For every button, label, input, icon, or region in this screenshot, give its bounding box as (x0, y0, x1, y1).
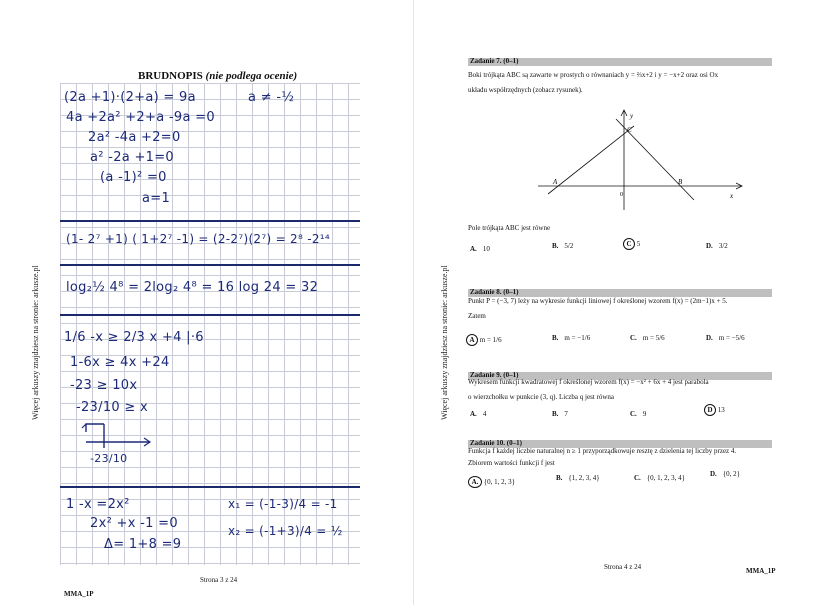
task9-text: o wierzchołku w punkcie (3, q). Liczba q jest równa (468, 393, 614, 401)
draft-heading (138, 70, 297, 82)
handwritten-line: a=1 (142, 191, 171, 206)
task8-option-a[interactable]: A m = 1/6 (466, 334, 502, 346)
side-watermark-right: Więcej arkuszy znajdziesz na stronie: arkusze.pl (440, 265, 449, 420)
number-line-label: -23/10 (90, 452, 128, 465)
handwritten-line: 2x² +x -1 =0 (90, 516, 178, 531)
task7-option-b[interactable]: B. 5/2 (552, 242, 574, 250)
selected-answer-circle: D (704, 404, 716, 416)
task7-option-a[interactable]: A. 10 (470, 245, 490, 253)
x-axis-label: x (730, 192, 734, 200)
task8-text: Punkt P = (−3, 7) leży na wykresie funkcji liniowej f określonej wzorem f(x) = (2m−1)x + 5. (468, 297, 728, 305)
draft-heading-italic: (nie podlega ocenie) (205, 70, 298, 82)
point-b-label: B (678, 178, 683, 186)
handwritten-line: (a -1)² =0 (100, 170, 167, 185)
task7-text: Boki trójkąta ABC są zawarte w prostych o równaniach y = ⅔x+2 i y = −x+2 oraz osi Ox (468, 71, 719, 79)
task10-text: Zbiorem wartości funkcji f jest (468, 459, 555, 467)
handwritten-line: x₁ = (-1-3)/4 = -1 (228, 497, 338, 511)
task9-title: Zadanie 9. (0–1) (470, 371, 519, 379)
task8-option-b[interactable]: B. m = −1/6 (552, 334, 591, 342)
task10-text: Funkcja f każdej liczbie naturalnej n ≥ 1 przyporządkowuje resztę z dzielenia tej liczby przez 4. (468, 447, 737, 455)
handwritten-line: -23/10 ≥ x (76, 400, 149, 415)
task7-question: Pole trójkąta ABC jest równe (468, 224, 551, 232)
exam-code-right: MMA_1P (746, 567, 776, 575)
separator-2 (60, 264, 360, 266)
task10-option-b[interactable]: B. {1, 2, 3, 4} (556, 474, 600, 482)
task7-text: układu współrzędnych (zobacz rysunek). (468, 86, 583, 94)
number-line (78, 422, 158, 450)
handwritten-line: 1 -x =2x² (66, 497, 130, 512)
task10-option-a[interactable]: A. {0, 1, 2, 3} (468, 476, 515, 488)
point-a-label: A (553, 178, 558, 186)
handwritten-line: 4a +2a² +2+a -9a =0 (66, 110, 215, 125)
task9-option-b[interactable]: B. 7 (552, 410, 568, 418)
task10-option-d[interactable]: D. {0, 2} (710, 470, 741, 478)
task7-option-d[interactable]: D. 3/2 (706, 242, 728, 250)
separator-3 (60, 314, 360, 316)
handwritten-line: (2a +1)·(2+a) = 9a (64, 90, 196, 105)
task10-title: Zadanie 10. (0–1) (470, 439, 522, 447)
side-watermark-left: Więcej arkuszy znajdziesz na stronie: arkusze.pl (31, 265, 40, 420)
handwritten-line: x₂ = (-1+3)/4 = ½ (228, 524, 343, 538)
task9-text: Wykresem funkcji kwadratowej f określonej wzorem f(x) = −x² + 6x + 4 jest parabola (468, 378, 709, 386)
separator-1 (60, 220, 360, 222)
handwritten-line: log₂½ 4⁸ = 2log₂ 4⁸ = 16 log 24 = 32 (66, 280, 319, 295)
origin-label: 0 (620, 192, 623, 198)
handwritten-line: (1- 2⁷ +1) ( 1+2⁷ -1) = (2-2⁷)(2⁷) = 2⁸ -2¹⁴ (66, 232, 330, 246)
point-c-label: C (627, 126, 632, 134)
task9-option-d[interactable]: D 13 (704, 404, 725, 416)
handwritten-line: a ≠ -½ (248, 90, 295, 105)
selected-answer-circle: C (623, 238, 635, 250)
handwritten-line: 1/6 -x ≥ 2/3 x +4 |·6 (64, 330, 204, 345)
handwritten-line: -23 ≥ 10x (70, 378, 138, 393)
handwritten-line: a² -2a +1=0 (90, 150, 174, 165)
task7-title: Zadanie 7. (0–1) (470, 57, 519, 65)
separator-4 (60, 486, 360, 488)
selected-answer-circle: A (466, 334, 478, 346)
handwritten-line: 1-6x ≥ 4x +24 (70, 355, 170, 370)
task10-option-c[interactable]: C. {0, 1, 2, 3, 4} (634, 474, 686, 482)
task7-option-c[interactable]: C 5 (623, 238, 640, 250)
handwritten-line: 2a² -4a +2=0 (88, 130, 181, 145)
draft-heading-bold: BRUDNOPIS (138, 70, 203, 82)
selected-answer-circle: A. (468, 476, 482, 488)
triangle-figure (536, 104, 746, 212)
task9-option-c[interactable]: C. 9 (630, 410, 647, 418)
task8-option-c[interactable]: C. m = 5/6 (630, 334, 665, 342)
exam-code-left: MMA_1P (64, 590, 94, 598)
task9-option-a[interactable]: A. 4 (470, 410, 487, 418)
handwritten-line: Δ= 1+8 =9 (104, 537, 182, 552)
task8-option-d[interactable]: D. m = −5/6 (706, 334, 745, 342)
page-number-right: Strona 4 z 24 (604, 563, 642, 571)
y-axis-label: y (630, 112, 634, 120)
task8-title: Zadanie 8. (0–1) (470, 288, 519, 296)
task8-text: Zatem (468, 312, 486, 320)
page-number-left: Strona 3 z 24 (200, 576, 238, 584)
